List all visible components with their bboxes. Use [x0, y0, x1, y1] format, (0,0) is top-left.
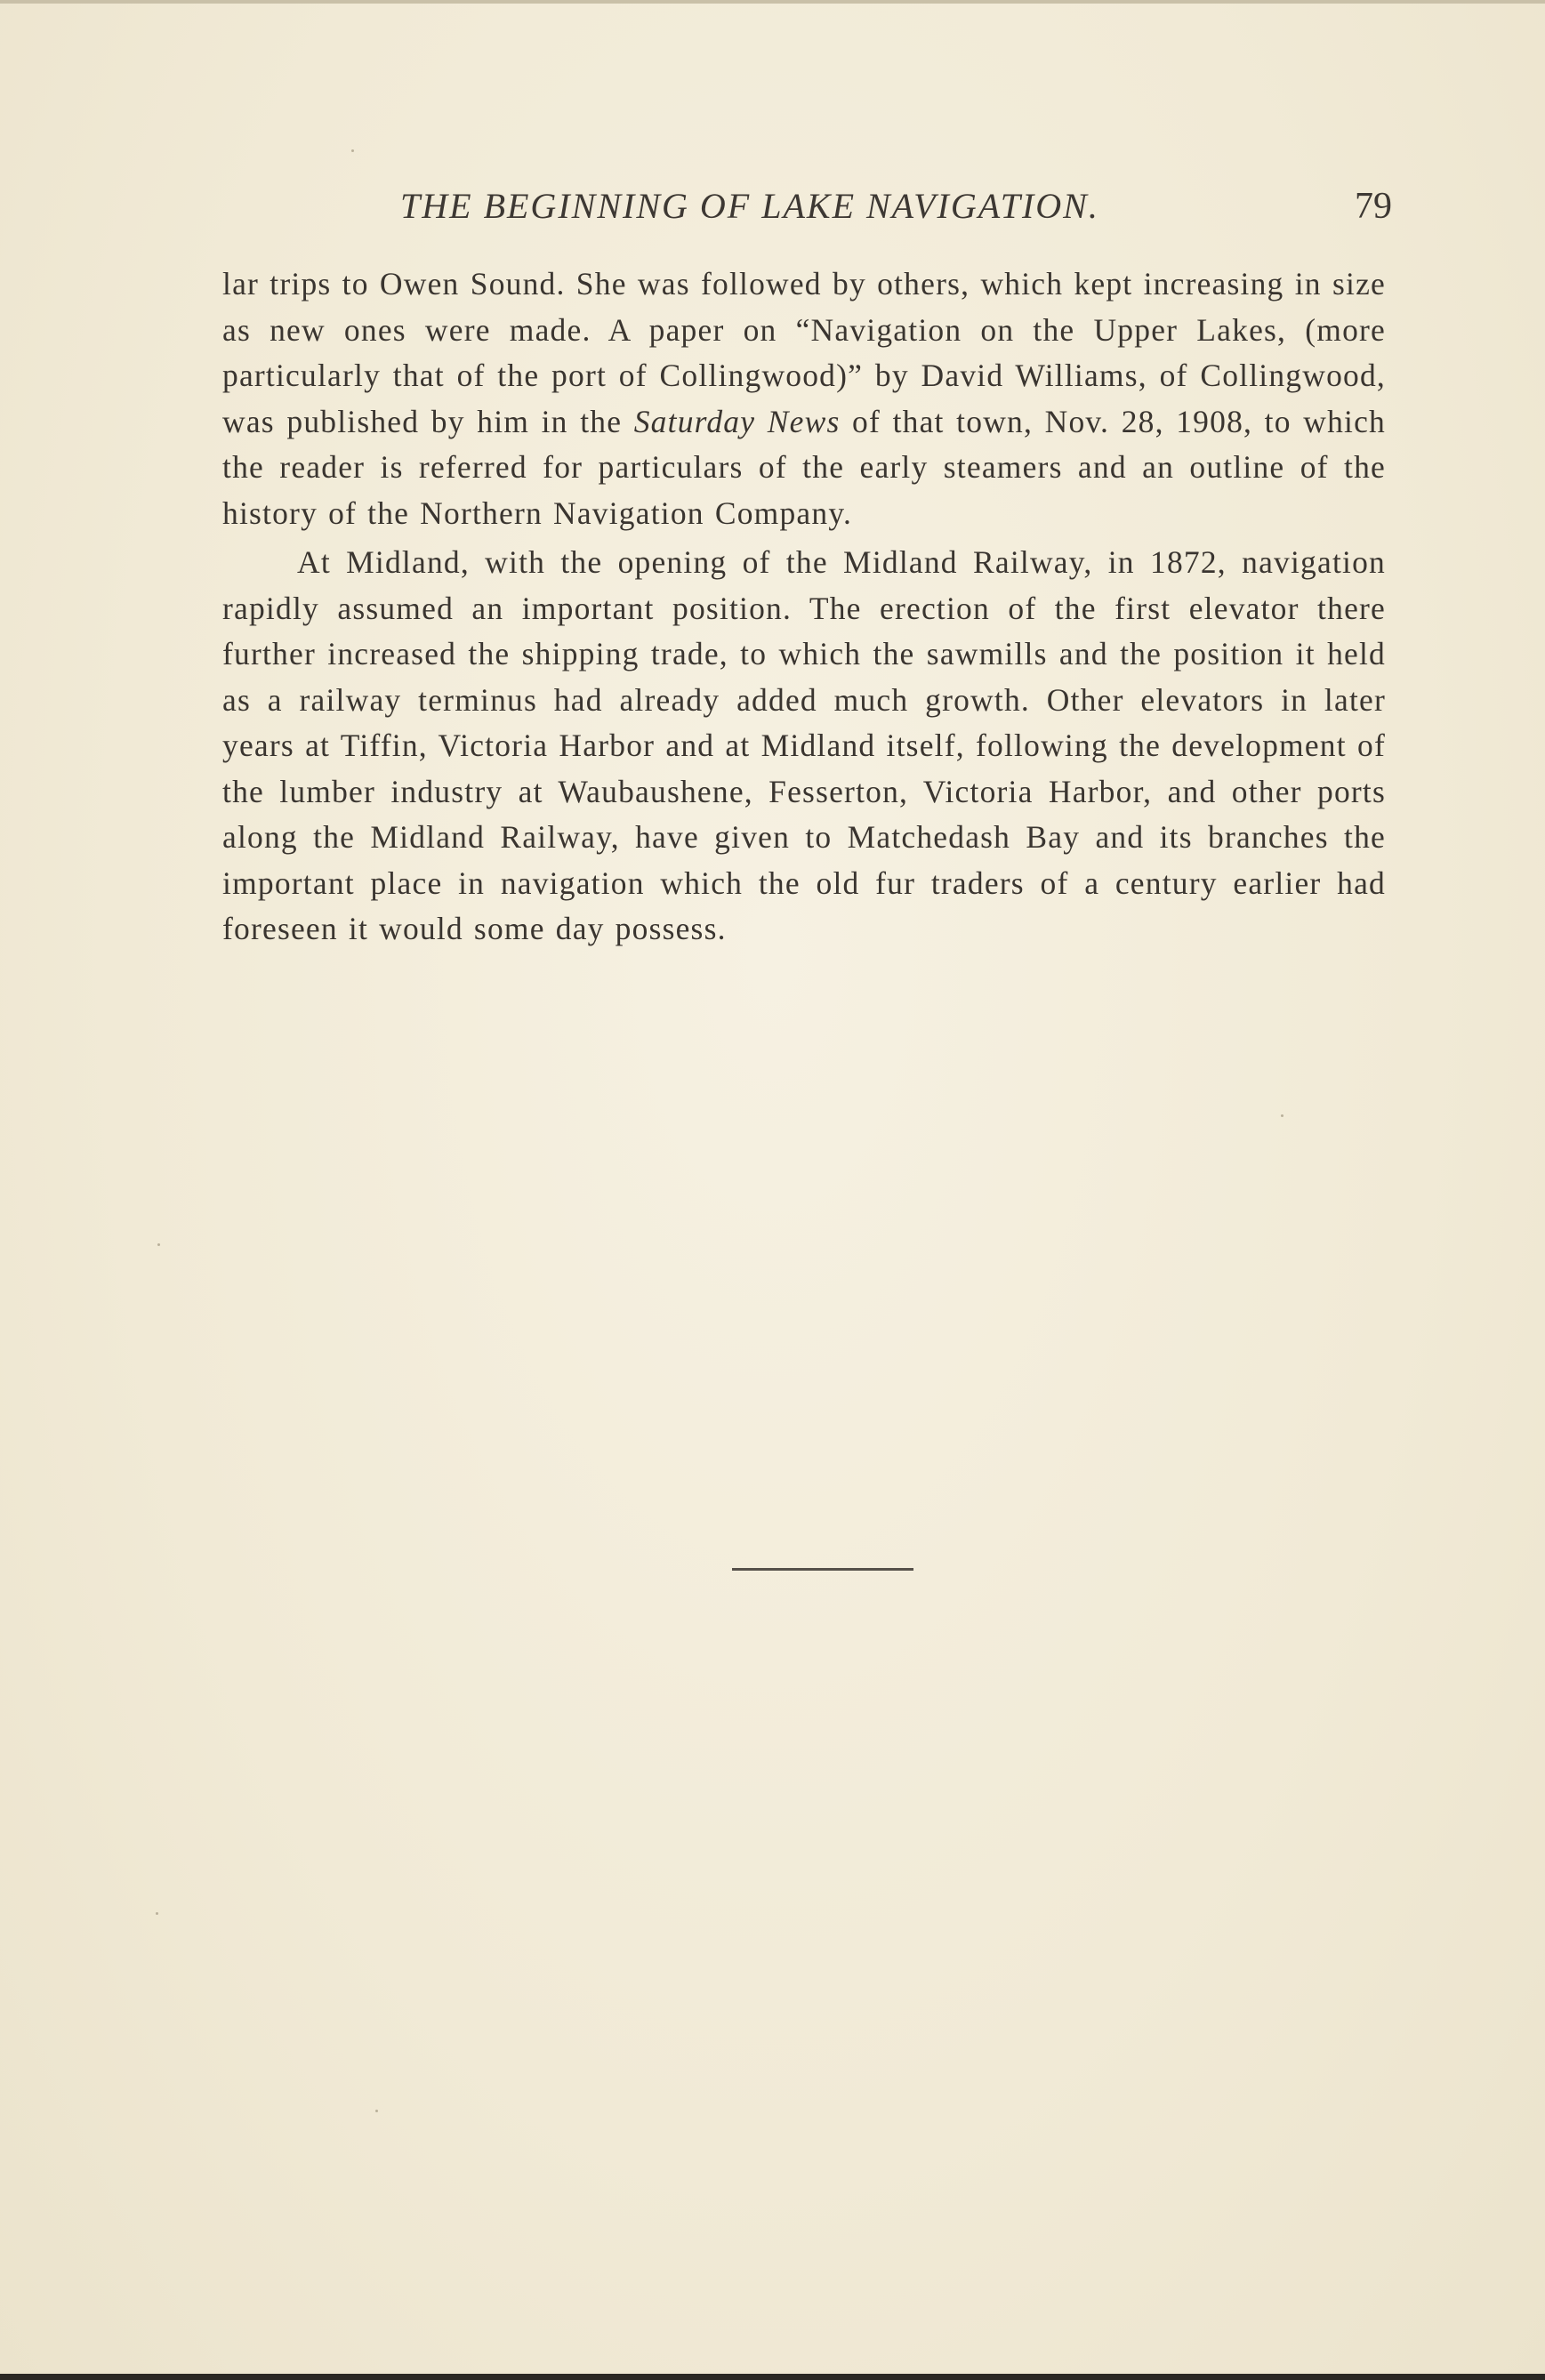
- paragraph-midland: At Midland, with the opening of the Midland Railway, in 1872, navigation rapidly assumed an important position. The erection of the first elevator there further increased the shipping trade, to which the sawmills and the position it held as a railway terminus had already added much growth. Other elevators in later years at Tiffin, Victoria Harbor and at Midland itself, following the development of the lumber industry at Waubaushene, Fesserton, Victoria Harbor, and other ports along the Midland Railway, have given to Matchedash Bay and its branches the important place in navigation which the old fur traders of a century earlier had foreseen it would some day possess.: [222, 544, 1386, 946]
- page-top-edge: [0, 0, 1545, 4]
- page-number: 79: [1355, 186, 1392, 227]
- paragraph-1-text-end: of that town, Nov. 28, 1908, to which the reader is referred for particulars of the early steamers and an outline of the history of the Northern Navigation Company.: [222, 403, 1386, 531]
- paper-speck: [375, 2110, 378, 2112]
- paper-speck: [156, 1912, 158, 1915]
- paper-speck: [157, 1243, 160, 1246]
- paragraph-continued: [222, 261, 1386, 536]
- page-bottom-edge: [0, 2374, 1545, 2380]
- newspaper-title-italic: Saturday News: [633, 403, 841, 439]
- paper-speck: [1281, 1114, 1283, 1117]
- running-head: [222, 185, 1392, 238]
- running-title: THE BEGINNING OF LAKE NAVIGATION.: [400, 186, 1099, 226]
- paragraph-1-text-start: lar trips to Owen Sound. She was followed by others, which kept increasing in size as new ones were made. A paper on “Navigation on the Upper Lakes, (more particularly that of the port of Collingwood)” by David Williams, of Collingwood, was published by him in the: [222, 266, 1386, 439]
- body-text: [222, 261, 1386, 956]
- paper-speck: [351, 149, 354, 152]
- section-end-rule: [732, 1568, 913, 1571]
